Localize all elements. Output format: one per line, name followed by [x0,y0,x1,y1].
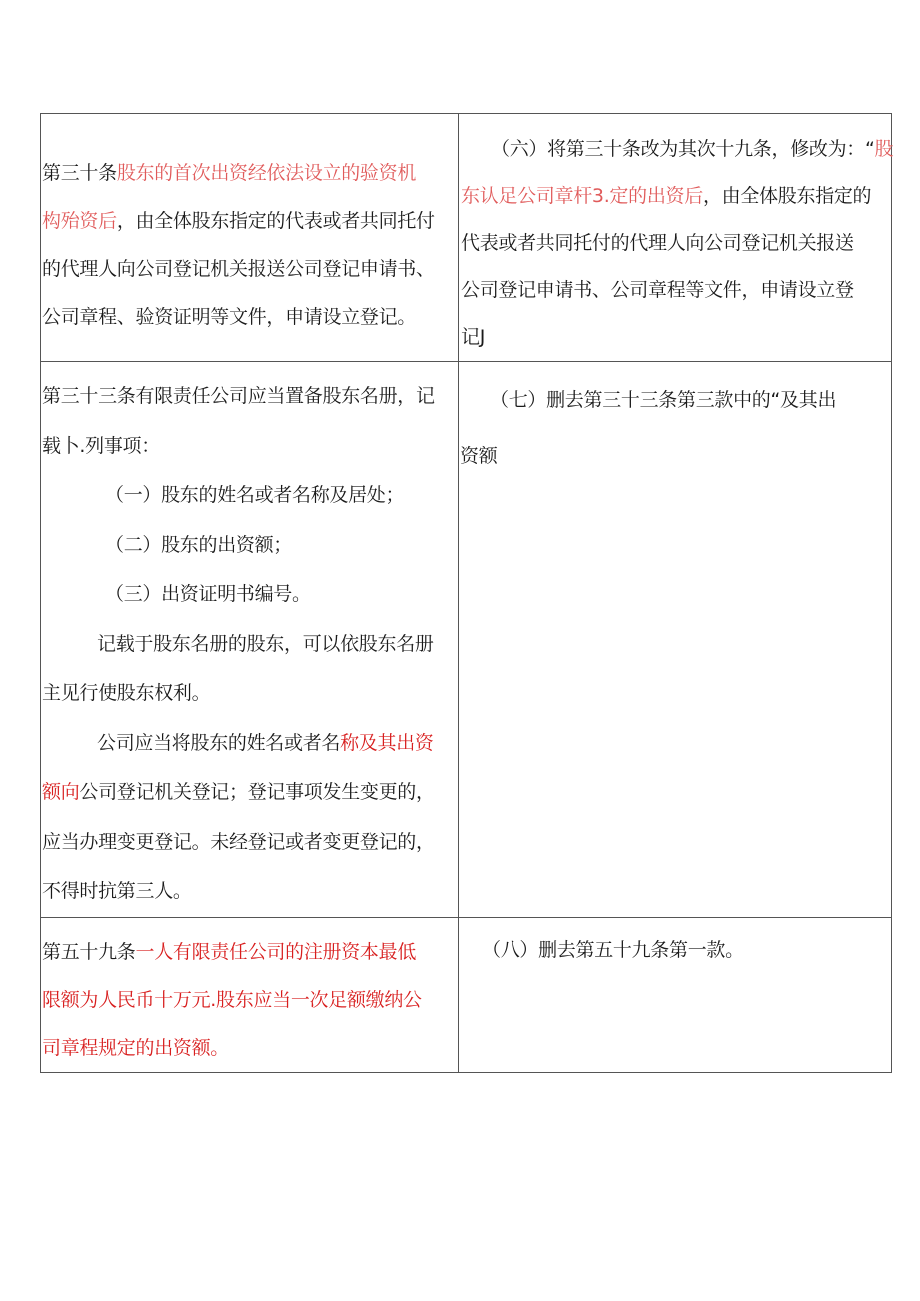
text-line: 第五十九条一人有限责任公司的注册资本最低 [42,940,417,963]
original-text-cell [41,362,459,918]
text-line: 构殆资后，由全体股东指定的代表或者共同托付 [42,210,435,232]
highlighted-text: 称及其出资 [340,731,434,754]
text-line: 记J [461,326,486,348]
amended-text-cell [459,114,892,362]
list-item: （一）股东的姓名或者名称及居处； [105,484,405,506]
highlighted-text: 构殆资后 [42,210,117,232]
highlighted-text: 限额为人民币十万元.股东应当一次足额缴纳公 [42,988,422,1011]
text-line: 公司应当将股东的姓名或者名称及其出资 [97,731,434,754]
text-line: 东认足公司章杆3.定的出资后，由全体股东指定的 [461,185,872,207]
list-item: （二）股东的出资额； [105,533,293,556]
text-line: 第三十三条有限责任公司应当置备股东名册，记 [42,385,435,407]
text-line: 公司登记申请书、公司章程等文件，申请设立登 [461,279,854,301]
text-line: 主见行使股东权利。 [42,682,211,704]
amendment-comparison-table [40,113,892,1073]
text-line: 记载于股东名册的股东，可以依股东名册 [97,632,434,655]
highlighted-text: 额向 [42,781,80,803]
list-item: （三）出资证明书编号。 [105,583,311,605]
table-row [41,362,892,918]
text-line: （七）删去第三十三条第三款中的“及其出 [490,389,837,411]
amended-text-cell [459,362,892,918]
amended-text-cell [459,917,892,1072]
highlighted-text: 股东的首次出资经依法设立的验资机 [116,162,417,184]
highlighted-text: 东认足公司章杆3.定的出资后 [461,185,703,207]
text-line: 额向公司登记机关登记；登记事项发生变更的， [42,781,435,803]
original-text-cell [41,917,459,1072]
highlighted-text: 一人有限责任公司的注册资本最低 [135,940,417,963]
text-line: 第三十条股东的首次出资经依法设立的验资机 [42,162,417,184]
text-line: 代表或者共同托付的代理人向公司登记机关报送 [461,232,854,254]
text-line: 载卜.列事项： [42,434,160,457]
table-row [41,114,892,362]
text-line: 的代理人向公司登记机关报送公司登记申请书、 [42,258,435,280]
text-line: 应当办理变更登记。未经登记或者变更登记的， [42,830,435,853]
text-line: 资额 [460,445,498,467]
highlighted-text: 股 [874,138,894,160]
text-line: 不得时抗第三人。 [42,880,192,902]
table-row [41,917,892,1072]
text-line: （八）删去第五十九条第一款。 [482,938,744,961]
text-line: （六）将第三十条改为其次十九条，修改为：“股 [491,138,894,160]
original-text-cell [41,114,459,362]
text-line: 公司章程、验资证明等文件，申请设立登记。 [42,306,417,328]
highlighted-text: 司章程规定的出资额。 [42,1036,230,1059]
